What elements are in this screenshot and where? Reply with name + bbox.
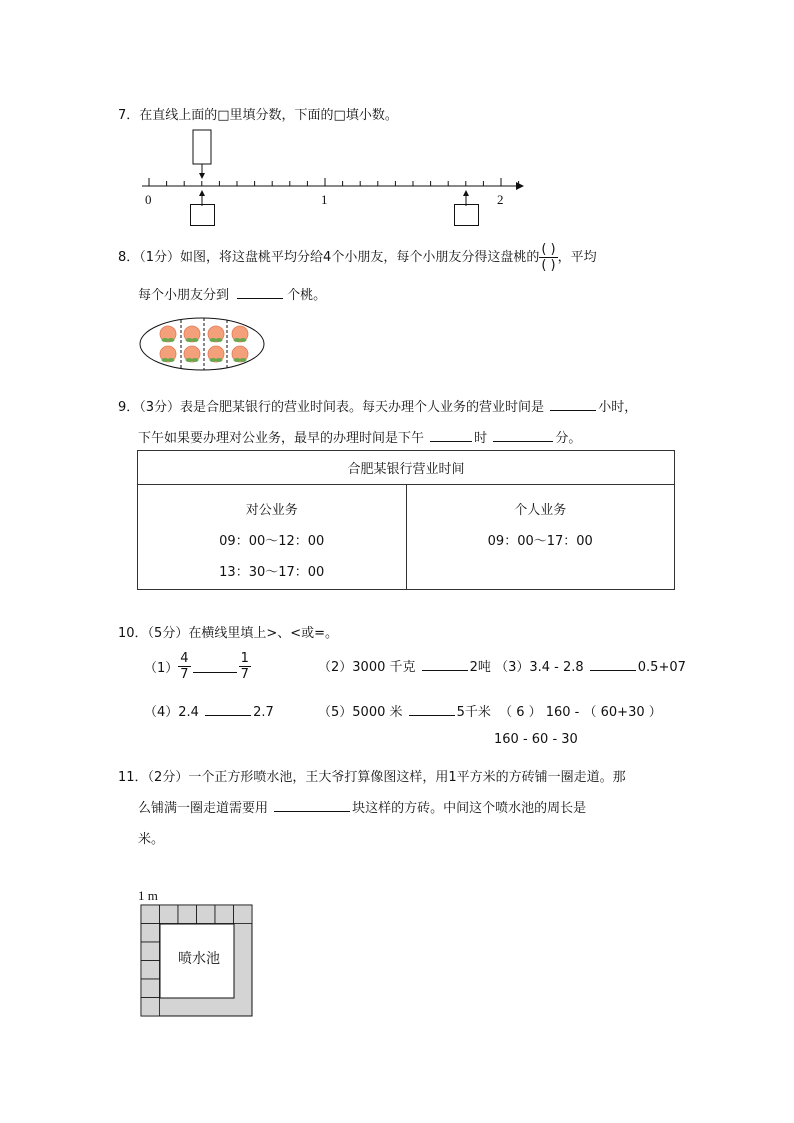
q10-part4: [144, 701, 274, 720]
axis-label-2: 2: [497, 192, 504, 207]
tile: [234, 905, 253, 924]
tile: [215, 905, 234, 924]
q8-frac-num: ( ): [541, 242, 556, 257]
bank-hours-table: [137, 450, 675, 590]
q8-prompt: [118, 242, 597, 273]
corporate-header: 对公业务: [245, 503, 298, 518]
q8-text-a: 8．（1分）如图，将这盘桃平均分给4个小朋友，每个小朋友分得这盘桃的: [118, 250, 540, 265]
peach-icon: [208, 346, 224, 362]
tile: [141, 905, 160, 924]
tile: [141, 998, 160, 1017]
corporate-column: [138, 485, 407, 590]
tile: [141, 942, 160, 961]
peach-icon: [232, 346, 248, 362]
q9-line2-b: 时: [474, 431, 488, 446]
q11-line2-a: 么铺满一圈走道需要用: [138, 801, 269, 816]
q10-p6-a: （ 6 ） 160 - （ 60+30 ）: [499, 705, 662, 720]
axis-ticks: [149, 178, 519, 186]
frac-b-num: 1: [240, 651, 249, 666]
tile: [141, 961, 160, 980]
peach-icon: [160, 326, 176, 342]
q9-hours-blank[interactable]: [550, 398, 596, 411]
lower-decimal-box-left[interactable]: [190, 204, 215, 226]
peach-icon: [184, 326, 200, 342]
frac-b-den: 7: [240, 667, 249, 682]
fraction-4-7: [178, 651, 190, 682]
peach-icon: [232, 326, 248, 342]
q10-p5-a: （5）5000 米: [318, 705, 403, 720]
axis-arrow-head: [516, 182, 524, 190]
q10-p5-b: 5千米: [456, 705, 491, 720]
q10-prompt: 10．（5分）在横线里填上>、<或=。: [118, 626, 338, 641]
q9-line1-a: 9．（3分）表是合肥某银行的营业时间表。每天办理个人业务的营业时间是: [118, 400, 545, 415]
q8-frac-den: ( ): [541, 258, 556, 273]
tile: [178, 905, 197, 924]
q11-line1: 11．（2分）一个正方形喷水池，王大爷打算像图这样，用1平方米的方砖铺一圈走道。那: [118, 770, 626, 785]
q10-p4-b: 2.7: [253, 705, 274, 720]
corporate-hours-2: 13：30～17：00: [219, 565, 325, 580]
q10-p2-a: （2）3000 千克: [318, 660, 416, 675]
q10-p1-label: （1）: [144, 661, 179, 676]
peach-icon: [184, 346, 200, 362]
tile: [141, 924, 160, 943]
q10-p6-b: 160 - 60 - 30: [494, 732, 578, 747]
q11-line2: [138, 797, 586, 816]
fraction-1-7: [239, 651, 251, 682]
tile: [160, 905, 179, 924]
q10-p4-blank[interactable]: [205, 703, 251, 716]
q9-minute-blank[interactable]: [493, 429, 553, 442]
personal-hours-1: 09：00～17：00: [487, 534, 593, 549]
lower-arrow-right-head: [463, 190, 469, 196]
q10-p3-a: （3）3.4 - 2.8: [495, 660, 584, 675]
q9-line2: [138, 427, 581, 446]
upper-fraction-box[interactable]: [193, 130, 211, 164]
q8-line2-b: 个桃。: [287, 288, 327, 303]
q8-answer-blank[interactable]: [237, 286, 283, 299]
plate-ellipse: [140, 318, 264, 370]
lower-decimal-box-right[interactable]: [454, 204, 479, 226]
peach-plate: [138, 316, 268, 372]
q8-line2-a: 每个小朋友分到: [138, 288, 230, 303]
q9-hour-blank[interactable]: [430, 429, 472, 442]
pool-label: 喷水池: [178, 951, 220, 967]
q10-p2-b: 2吨: [469, 660, 491, 675]
q10-p1-blank[interactable]: [193, 660, 237, 673]
q10-p3-b: 0.5+07: [637, 660, 686, 675]
table-title: 合肥某银行营业时间: [138, 451, 675, 485]
q9-line2-a: 下午如果要办理对公业务，最早的办理时间是下午: [138, 431, 425, 446]
q9-line1-b: 小时，: [598, 400, 638, 415]
personal-column: [406, 485, 675, 590]
axis-label-0: 0: [145, 192, 152, 207]
q10-part2-3: [318, 656, 686, 675]
q8-fraction-answer[interactable]: [539, 242, 557, 273]
personal-header: 个人业务: [514, 503, 567, 518]
q10-p3-blank[interactable]: [590, 658, 636, 671]
lower-arrow-left-head: [199, 190, 205, 196]
q7-prompt: 7．在直线上面的□里填分数，下面的□填小数。: [118, 108, 398, 123]
peach-icon: [208, 326, 224, 342]
upper-arrow-head: [199, 173, 205, 179]
q10-part1: [144, 651, 251, 682]
q7-number-line: [138, 128, 528, 210]
q9-line2-c: 分。: [555, 431, 582, 446]
frac-a-den: 7: [180, 667, 189, 682]
q11-tiles-blank[interactable]: [274, 799, 350, 812]
q11-line2-b: 块这样的方砖。中间这个喷水池的周长是: [352, 801, 587, 816]
peach-icon: [160, 346, 176, 362]
q11-line3: 米。: [138, 832, 165, 847]
tile: [141, 979, 160, 998]
q8-line2: [138, 284, 326, 303]
q8-text-b: ，平均: [557, 250, 597, 265]
frac-a-num: 4: [180, 651, 189, 666]
q10-p5-blank[interactable]: [409, 703, 455, 716]
q10-p2-blank[interactable]: [422, 658, 468, 671]
axis-label-1: 1: [321, 192, 328, 207]
corporate-hours-1: 09：00～12：00: [219, 534, 325, 549]
scale-label: 1 m: [138, 888, 158, 903]
tile: [197, 905, 216, 924]
q9-line1: [118, 396, 637, 415]
q10-part5-6: [318, 701, 662, 720]
q10-p4-a: （4）2.4: [144, 705, 199, 720]
